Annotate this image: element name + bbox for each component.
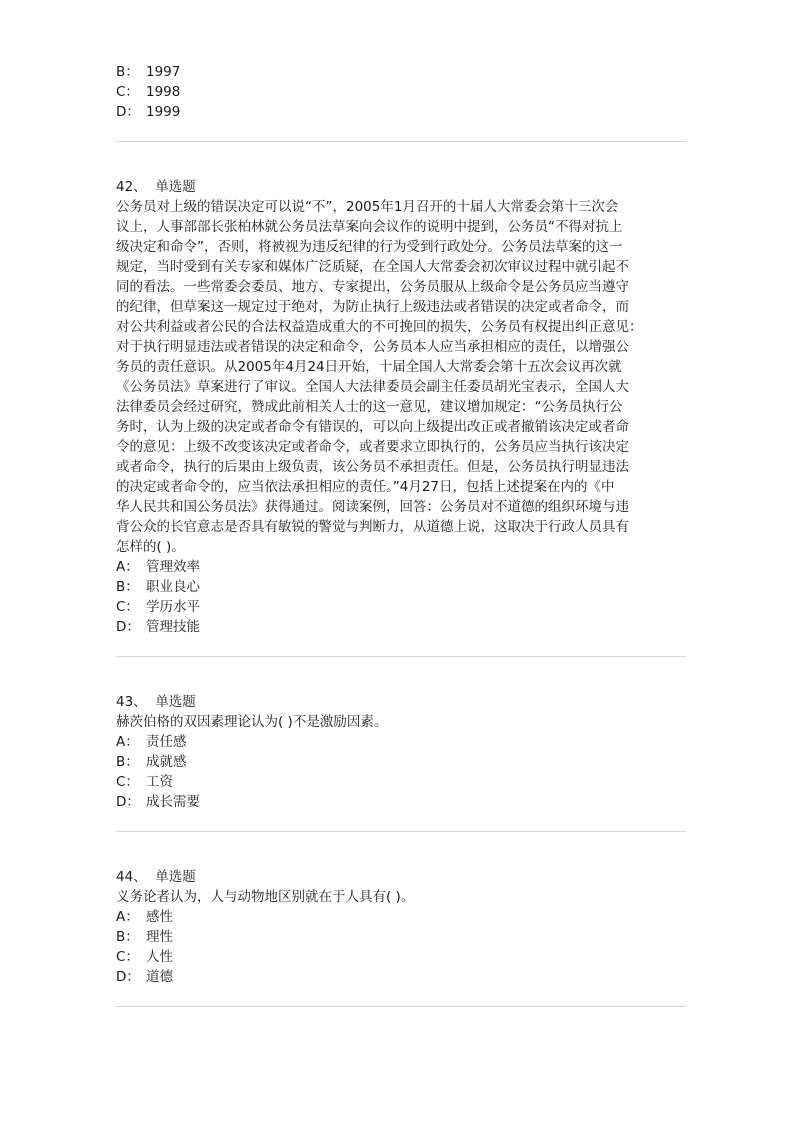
option-b[interactable]: [116, 62, 686, 82]
option-a[interactable]: [116, 557, 686, 577]
option-key: C：: [116, 949, 139, 965]
option-d[interactable]: [116, 617, 686, 637]
option-d[interactable]: [116, 102, 686, 122]
question-options: [116, 732, 686, 812]
stem-line: 对于执行明显违法或者错误的决定和命令，公务员本人应当承担相应的责任，以增强公: [116, 339, 629, 355]
stem-line: 华人民共和国公务员法》获得通过。阅读案例，回答：公务员对不道德的组织环境与违: [116, 499, 629, 515]
option-text: 1997: [146, 64, 181, 80]
option-key: C：: [116, 599, 139, 615]
stem-line: 怎样的( )。: [116, 539, 185, 555]
option-key: B：: [116, 929, 139, 945]
option-key: D：: [116, 969, 140, 985]
stem-line: 级决定和命令”，否则，将被视为违反纪律的行为受到行政处分。公务员法草案的这一: [116, 239, 623, 255]
question-options: [116, 557, 686, 637]
stem-line: 务时，认为上级的决定或者命令有错误的，可以向上级提出改正或者撤销该决定或者命: [116, 419, 629, 435]
question-44: [116, 867, 686, 987]
option-key: D：: [116, 104, 140, 120]
option-key: C：: [116, 774, 139, 790]
stem-line: 令的意见：上级不改变该决定或者命令，或者要求立即执行的，公务员应当执行该决定: [116, 439, 629, 455]
option-text: 学历水平: [146, 599, 200, 615]
option-c[interactable]: [116, 597, 686, 617]
option-b[interactable]: [116, 752, 686, 772]
question-stem: 义务论者认为，人与动物地区别就在于人具有( )。: [116, 889, 415, 905]
question-header: [116, 177, 686, 197]
question-42: [116, 177, 686, 637]
option-text: 人性: [146, 949, 173, 965]
option-key: B：: [116, 754, 139, 770]
option-d[interactable]: [116, 967, 686, 987]
option-c[interactable]: [116, 947, 686, 967]
question-header: [116, 692, 686, 712]
option-c[interactable]: [116, 772, 686, 792]
option-text: 责任感: [146, 734, 187, 750]
option-key: B：: [116, 64, 139, 80]
option-a[interactable]: [116, 907, 686, 927]
option-text: 1999: [146, 104, 181, 120]
stem-line: 同的看法。一些常委会委员、地方、专家提出，公务员服从上级命令是公务员应当遵守: [116, 279, 629, 295]
option-key: C：: [116, 84, 139, 100]
option-c[interactable]: [116, 82, 686, 102]
document-page: [116, 62, 686, 1007]
stem-line: 背公众的长官意志是否具有敏锐的警觉与判断力，从道德上说，这取决于行政人员具有: [116, 519, 629, 535]
question-number: 42、: [116, 179, 147, 195]
option-text: 道德: [146, 969, 173, 985]
question-stem: [116, 197, 686, 557]
stem-line: 务员的责任意识。从2005年4月24日开始，十届全国人大常委会第十五次会议再次就: [116, 359, 622, 375]
question-type: 单选题: [155, 869, 196, 885]
option-d[interactable]: [116, 792, 686, 812]
stem-line: 的纪律，但草案这一规定过于绝对，为防止执行上级违法或者错误的决定或者命令，而: [116, 299, 629, 315]
option-text: 职业良心: [146, 579, 200, 595]
option-text: 成就感: [146, 754, 187, 770]
option-key: D：: [116, 794, 140, 810]
stem-line: 《公务员法》草案进行了审议。全国人大法律委员会副主任委员胡光宝表示，全国人大: [116, 379, 629, 395]
option-b[interactable]: [116, 927, 686, 947]
option-key: A：: [116, 559, 139, 575]
question-stem: 赫茨伯格的双因素理论认为( )不是激励因素。: [116, 714, 388, 730]
option-text: 成长需要: [146, 794, 200, 810]
option-key: B：: [116, 579, 139, 595]
stem-line: 的决定或者命令的，应当依法承担相应的责任。”4月27日，包括上述提案在内的《中: [116, 479, 615, 495]
question-number: 44、: [116, 869, 147, 885]
stem-line: 议上，人事部部长张柏林就公务员法草案向会议作的说明中提到，公务员“不得对抗上: [116, 219, 623, 235]
stem-line: 规定，当时受到有关专家和媒体广泛质疑，在全国人大常委会初次审议过程中就引起不: [116, 259, 629, 275]
option-text: 感性: [146, 909, 173, 925]
stem-line: 对公共利益或者公民的合法权益造成重大的不可挽回的损失，公务员有权提出纠正意见：: [116, 319, 643, 335]
question-options: [116, 907, 686, 987]
option-text: 管理效率: [146, 559, 200, 575]
question-divider: [116, 1006, 686, 1007]
question-type: 单选题: [155, 179, 196, 195]
option-text: 管理技能: [146, 619, 200, 635]
option-text: 1998: [146, 84, 181, 100]
option-b[interactable]: [116, 577, 686, 597]
option-key: A：: [116, 909, 139, 925]
question-header: [116, 867, 686, 887]
option-text: 理性: [146, 929, 173, 945]
option-text: 工资: [146, 774, 173, 790]
option-key: D：: [116, 619, 140, 635]
question-43: [116, 692, 686, 812]
stem-line: 法律委员会经过研究，赞成此前相关人士的这一意见，建议增加规定：“公务员执行公: [116, 399, 623, 415]
question-type: 单选题: [155, 694, 196, 710]
prev-question-options: [116, 62, 686, 122]
stem-line: 公务员对上级的错误决定可以说“不”，2005年1月召开的十届人大常委会第十三次会: [116, 199, 619, 215]
option-a[interactable]: [116, 732, 686, 752]
option-key: A：: [116, 734, 139, 750]
stem-line: 或者命令，执行的后果由上级负责，该公务员不承担责任。但是，公务员执行明显违法: [116, 459, 629, 475]
question-number: 43、: [116, 694, 147, 710]
